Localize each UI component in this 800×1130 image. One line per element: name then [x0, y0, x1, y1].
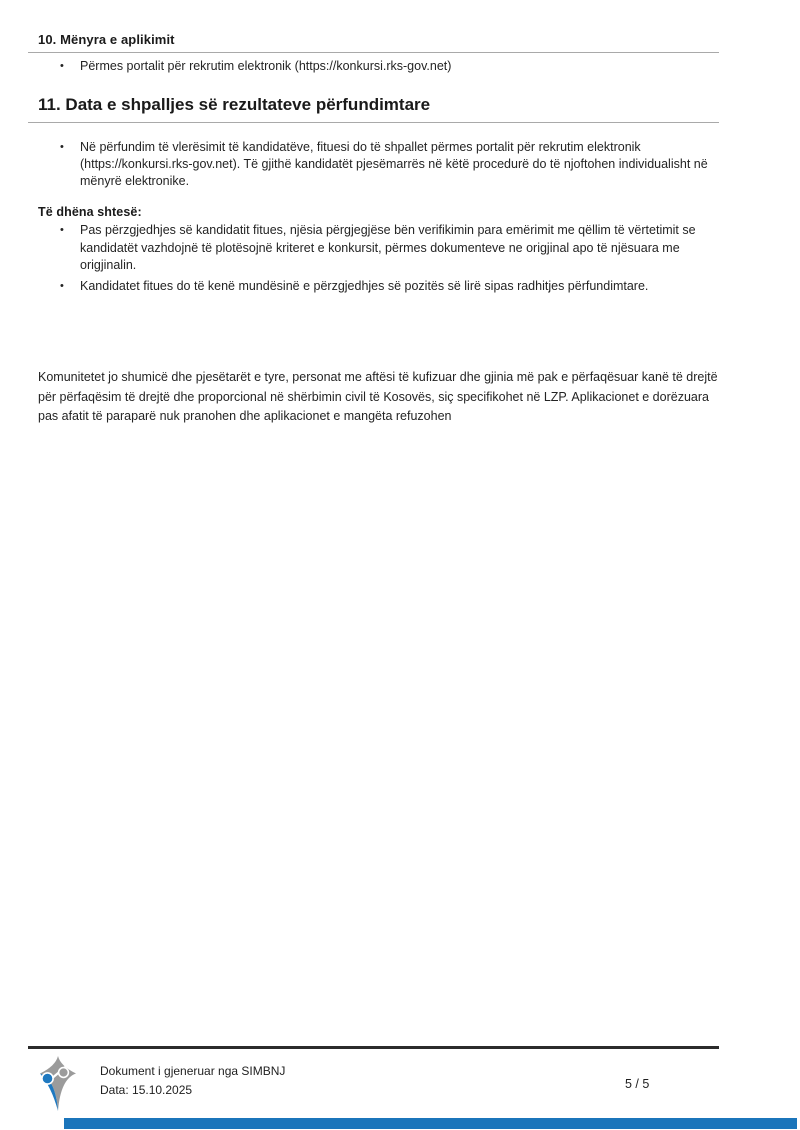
footer-date-text: Data: 15.10.2025 [100, 1082, 193, 1097]
section-11-bullet-list [60, 139, 710, 193]
additional-info-bullet-1: Pas përzgjedhjes së kandidatit fitues, njësia përgjegjëse bën verifikimin para emërimit me qëllim të vërtetimit se kandidatët vazhdojnë të plotësojnë kriteret e konkursit, përmes dokumenteve ne origjinal apo të njësuara me origjinalin. [80, 223, 696, 272]
section-11-heading: 11. Data e shpalljes së rezultateve përfundimtare [38, 95, 431, 114]
section-11-divider [28, 122, 719, 123]
footer-accent-bar [64, 1118, 797, 1129]
section-10-heading: 10. Mënyra e aplikimit [38, 32, 175, 47]
footer-generated-text: Dokument i gjeneruar nga SIMBNJ [100, 1064, 286, 1078]
bullet-dot-icon: • [60, 224, 64, 236]
section-10-bullet-text: Përmes portalit për rekrutim elektronik (https://konkursi.rks-gov.net) [80, 59, 452, 73]
additional-info-bullet-list [60, 222, 710, 298]
simbnj-logo-icon [39, 1056, 77, 1112]
page-number-indicator: 5 / 5 [625, 1077, 650, 1091]
section-10-divider [28, 52, 719, 53]
footer-info [100, 1062, 285, 1099]
footer-divider [28, 1046, 719, 1049]
closing-paragraph: Komunitetet jo shumicë dhe pjesëtarët e tyre, personat me aftësi të kufizuar dhe gjinia më pak e përfaqësuar kanë të drejtë për përfaqësim të drejtë dhe proporcional në shërbimin civil të Kosovës, siç specifikohet në LZP. Aplikacionet e dorëzuara pas afatit të paraparë nuk pranohen dhe aplikacionet e mangëta refuzohen [38, 370, 718, 423]
list-item [60, 222, 710, 275]
bullet-dot-icon: • [60, 279, 64, 292]
bullet-dot-icon: • [60, 60, 64, 72]
additional-info-bullet-2: Kandidatet fitues do të kenë mundësinë e përzgjedhjes së pozitës së lirë sipas radhitjes përfundimtare. [80, 278, 649, 293]
section-11-bullet-text: Në përfundim të vlerësimit të kandidatëve, fituesi do të shpallet përmes portalit për rekrutim elektronik (https://konkursi.rks-gov.net). Të gjithë kandidatët pjesëmarrës në këtë procedurë do të njoftohen individualisht në mënyrë elektronike. [80, 140, 708, 188]
list-item [60, 278, 710, 296]
section-10-bullet-list [60, 58, 710, 78]
bullet-dot-icon: • [60, 141, 64, 153]
simbnj-logo [39, 1056, 77, 1112]
list-item [60, 58, 710, 75]
additional-info-heading: Të dhëna shtesë: [38, 205, 142, 219]
list-item [60, 139, 710, 190]
